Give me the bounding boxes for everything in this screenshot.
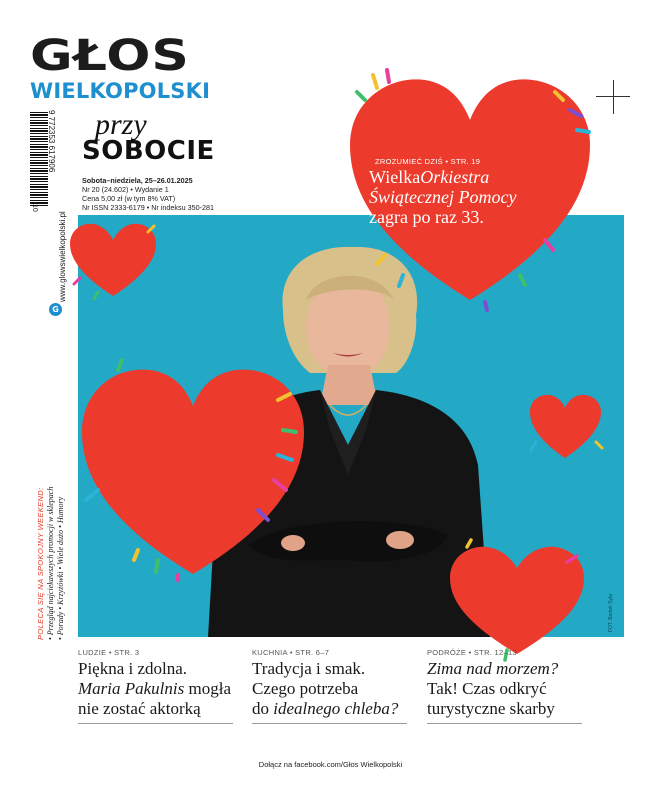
recommend-line-2: • Porady • Krzyżówki • Wiele dużo • Humory [56,496,65,640]
teaser-rule [252,723,407,724]
teaser-text: mogła [184,679,231,698]
heart-medium-bottom-right [447,542,587,662]
teaser-kuchnia[interactable] [252,648,412,724]
teaser-italic: idealnego chleba? [273,699,399,718]
cover-story-word-italic: Orkiestra [420,167,490,187]
teaser-kicker: LUDZIE • STR. 3 [78,648,140,657]
teaser-line [78,679,238,699]
teaser-line: turystyczne skarby [427,699,555,718]
teaser-podroze[interactable] [427,648,587,724]
teaser-line: Czego potrzeba [252,679,359,698]
cover-story-headline-1 [369,167,489,187]
website-url[interactable]: www.glowswielkopolski.pl [58,211,67,302]
section-title-italic: przy [95,108,147,141]
teaser-kicker: PODRÓŻE • STR. 12–13 [427,648,517,657]
masthead-title: GŁOS [30,31,190,81]
teaser-line: Tak! Czas odkryć [427,679,547,698]
footer-facebook-link[interactable]: Dołącz na facebook.com/Głos Wielkopolski [258,760,403,769]
issue-date: Sobota–niedziela, 25–26.01.2025 [82,176,193,185]
cover-story-kicker: ZROZUMIEĆ DZIŚ • STR. 19 [375,157,481,166]
cover-story-headline-3: zagra po raz 33. [369,207,484,227]
teaser-line: Piękna i zdolna. [78,659,188,678]
heart-large-left [78,360,308,580]
issue-number: Nr 20 (24.602) • Wydanie 1 [82,185,169,194]
teaser-rule [78,723,233,724]
recommend-line-1: • Przegląd najciekawszych promocji w sklepach [46,486,55,640]
brand-logo-icon: G [49,303,62,316]
teaser-text: do [252,699,274,718]
cover-story-headline-2: Świątecznej Pomocy [369,187,517,207]
section-title: SOBOCIE [82,136,215,166]
masthead-subtitle: WIELKOPOLSKI [30,79,211,103]
issue-price: Cena 5,00 zł (w tym 8% VAT) [82,194,176,203]
teaser-line: Zima nad morzem? [427,659,559,678]
teaser-line: Tradycja i smak. [252,659,366,678]
heart-small-right [528,392,603,462]
weekend-recommendations [36,487,66,640]
issue-issn: Nr ISSN 2333-6179 • Nr indeksu 350-281 [82,203,214,212]
cover-story-word: Wielka [369,167,421,187]
barcode-digits: 9 772353 617906 [47,110,56,173]
recommend-title: POLECA SIĘ NA SPOKOJNY WEEKEND: [36,487,45,640]
barcode-number [46,110,58,210]
teaser-kicker: KUCHNIA • STR. 6–7 [252,648,330,657]
heart-small-left [68,220,158,300]
teaser-ludzie[interactable] [78,648,238,724]
crop-mark-vertical [613,80,614,114]
barcode-suffix: 10 [31,204,38,212]
teaser-line [252,699,412,719]
teaser-rule [427,723,582,724]
teaser-italic: Maria Pakulnis [78,679,185,698]
photo-credit: FOT. Bartek Syta [608,593,614,632]
teaser-line: nie zostać aktorką [78,699,201,718]
